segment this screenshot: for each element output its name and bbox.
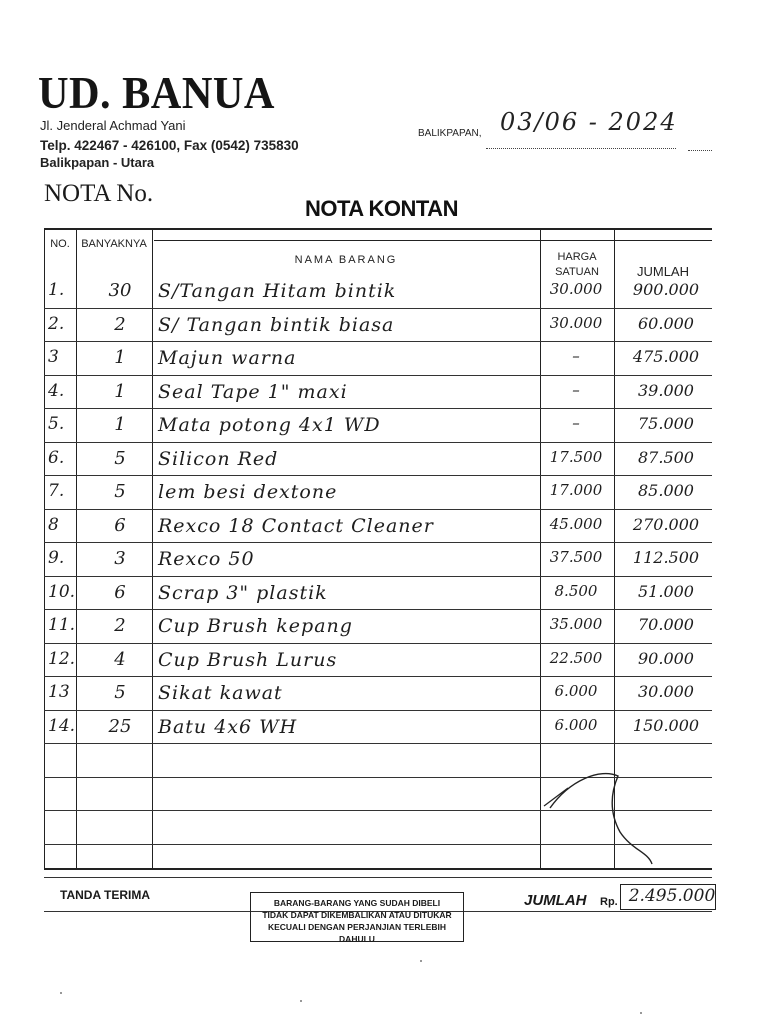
row-number: 1. bbox=[48, 280, 65, 300]
row-number: 10. bbox=[48, 581, 76, 602]
table-top-border-inner bbox=[154, 240, 712, 241]
row-quantity: 2 bbox=[114, 615, 126, 636]
row-total: 75.000 bbox=[638, 414, 694, 433]
row-number: 5. bbox=[48, 414, 65, 434]
row-quantity: 5 bbox=[114, 481, 126, 502]
row-unit-price: 8.500 bbox=[554, 581, 598, 600]
currency-label: Rp. bbox=[600, 896, 618, 908]
row-unit-price: 17.500 bbox=[549, 447, 603, 466]
row-quantity: 25 bbox=[108, 715, 132, 737]
row-total: 70.000 bbox=[638, 615, 694, 634]
row-number: 7. bbox=[48, 481, 65, 501]
header-unit-price: HARGA SATUAN bbox=[555, 251, 599, 278]
row-quantity: 6 bbox=[114, 581, 126, 603]
row-divider bbox=[44, 743, 712, 744]
col-divider bbox=[152, 228, 153, 870]
row-divider bbox=[44, 341, 712, 342]
row-unit-price: 35.000 bbox=[549, 615, 603, 633]
row-divider bbox=[44, 676, 712, 677]
date-dotted-line bbox=[486, 148, 676, 149]
row-unit-price: 6.000 bbox=[554, 682, 598, 700]
row-divider bbox=[44, 408, 712, 409]
row-number: 12. bbox=[48, 648, 76, 669]
row-divider bbox=[44, 308, 712, 309]
row-quantity: 2 bbox=[114, 313, 126, 335]
city-label: BALIKPAPAN, bbox=[418, 128, 482, 139]
col-divider bbox=[76, 228, 77, 870]
date-dotted-line-end bbox=[688, 150, 712, 151]
row-item-name: Sikat kawat bbox=[158, 682, 283, 704]
row-unit-price: 37.500 bbox=[549, 548, 603, 566]
row-item-name: Scrap 3" plastik bbox=[158, 581, 328, 604]
receipt-signature-label: TANDA TERIMA bbox=[60, 888, 150, 902]
paper-speck bbox=[420, 960, 422, 962]
store-city: Balikpapan - Utara bbox=[40, 155, 155, 170]
header-total: JUMLAH bbox=[636, 264, 689, 279]
row-quantity: 4 bbox=[114, 648, 126, 670]
row-total: 60.000 bbox=[638, 313, 694, 333]
row-quantity: 1 bbox=[114, 380, 126, 402]
handwritten-date: 03/06 - 2024 bbox=[500, 108, 678, 136]
row-unit-price: – bbox=[572, 380, 580, 399]
row-divider bbox=[44, 877, 712, 878]
row-divider bbox=[44, 475, 712, 476]
row-item-name: Rexco 50 bbox=[158, 548, 255, 570]
paper-speck bbox=[640, 1012, 642, 1014]
row-item-name: Batu 4x6 WH bbox=[158, 715, 298, 738]
row-number: 2. bbox=[48, 313, 65, 334]
return-policy-notice bbox=[250, 892, 464, 942]
row-divider bbox=[44, 542, 712, 543]
notice-line-2: TIDAK DAPAT DIKEMBALIKAN ATAU DITUKAR bbox=[262, 910, 452, 920]
row-number: 9. bbox=[48, 548, 65, 568]
row-quantity: 5 bbox=[114, 447, 126, 469]
row-item-name: S/Tangan Hitam bintik bbox=[158, 280, 397, 302]
grand-total-label: JUMLAH bbox=[524, 892, 587, 909]
row-item-name: S/ Tangan bintik biasa bbox=[158, 313, 395, 336]
row-total: 270.000 bbox=[632, 514, 700, 534]
store-address: Jl. Jenderal Achmad Yani bbox=[40, 118, 186, 133]
row-number: 3 bbox=[48, 347, 59, 367]
store-name: UD. BANUA bbox=[38, 67, 275, 118]
row-item-name: Mata potong 4x1 WD bbox=[158, 414, 381, 436]
row-item-name: Cup Brush Lurus bbox=[158, 648, 338, 671]
col-divider bbox=[44, 228, 45, 870]
signature bbox=[540, 760, 680, 870]
row-unit-price: – bbox=[572, 414, 580, 432]
row-unit-price: 22.500 bbox=[549, 648, 603, 667]
nota-number-label: NOTA No. bbox=[44, 180, 154, 207]
row-divider bbox=[44, 643, 712, 644]
row-item-name: lem besi dextone bbox=[158, 481, 338, 503]
row-quantity: 5 bbox=[114, 682, 126, 703]
store-phone: Telp. 422467 - 426100, Fax (0542) 735830 bbox=[40, 138, 299, 153]
row-unit-price: 30.000 bbox=[549, 280, 603, 298]
row-unit-price: 6.000 bbox=[554, 715, 598, 734]
row-unit-price: – bbox=[572, 347, 580, 365]
row-quantity: 1 bbox=[114, 414, 126, 435]
receipt-title: NOTA KONTAN bbox=[305, 196, 458, 221]
row-total: 87.500 bbox=[638, 447, 694, 467]
row-item-name: Majun warna bbox=[158, 347, 297, 369]
row-divider bbox=[44, 442, 712, 443]
row-total: 475.000 bbox=[632, 347, 700, 366]
row-quantity: 6 bbox=[114, 514, 126, 536]
row-number: 11. bbox=[48, 615, 76, 635]
paper-speck bbox=[300, 1000, 302, 1002]
row-total: 39.000 bbox=[638, 380, 694, 400]
row-divider bbox=[44, 710, 712, 711]
row-unit-price: 45.000 bbox=[549, 514, 603, 533]
row-quantity: 3 bbox=[114, 548, 126, 569]
row-item-name: Rexco 18 Contact Cleaner bbox=[158, 514, 434, 537]
row-item-name: Seal Tape 1" maxi bbox=[158, 380, 348, 403]
grand-total-value: 2.495.000 bbox=[628, 886, 716, 906]
row-total: 900.000 bbox=[632, 280, 700, 299]
row-quantity: 30 bbox=[108, 280, 132, 301]
row-quantity: 1 bbox=[114, 347, 126, 368]
row-item-name: Silicon Red bbox=[158, 447, 279, 470]
paper-speck bbox=[60, 992, 62, 994]
row-unit-price: 30.000 bbox=[549, 313, 603, 332]
row-divider bbox=[44, 609, 712, 610]
header-no: NO. bbox=[50, 238, 70, 250]
row-total: 30.000 bbox=[638, 682, 694, 701]
header-item-name: NAMA BARANG bbox=[294, 254, 398, 266]
row-divider bbox=[44, 375, 712, 376]
notice-line-1: BARANG-BARANG YANG SUDAH DIBELI bbox=[273, 898, 441, 908]
row-number: 8 bbox=[48, 514, 59, 535]
row-divider bbox=[44, 576, 712, 577]
row-total: 112.500 bbox=[632, 548, 700, 567]
row-total: 51.000 bbox=[638, 581, 694, 601]
header-qty: BANYAKNYA bbox=[81, 238, 147, 250]
row-unit-price: 17.000 bbox=[549, 481, 603, 499]
row-total: 150.000 bbox=[632, 715, 700, 735]
row-total: 90.000 bbox=[638, 648, 694, 668]
row-item-name: Cup Brush kepang bbox=[158, 615, 353, 637]
row-number: 14. bbox=[48, 715, 76, 736]
table-top-border bbox=[44, 228, 712, 230]
row-number: 4. bbox=[48, 380, 65, 401]
row-number: 13 bbox=[48, 682, 70, 702]
row-number: 6. bbox=[48, 447, 65, 468]
row-total: 85.000 bbox=[638, 481, 694, 500]
row-divider bbox=[44, 509, 712, 510]
notice-line-3: KECUALI DENGAN PERJANJIAN TERLEBIH DAHULU bbox=[267, 922, 447, 944]
